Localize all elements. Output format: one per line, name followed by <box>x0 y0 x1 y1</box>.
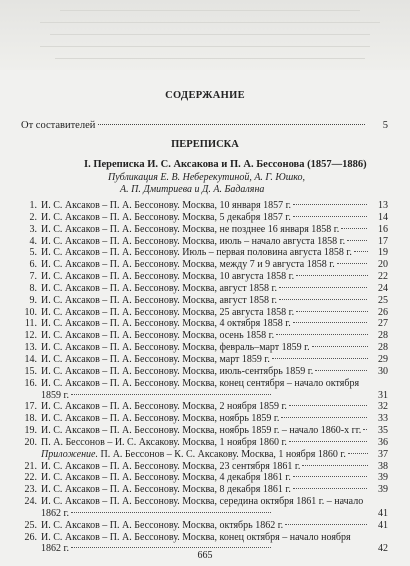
entry-title: И. С. Аксаков – П. А. Бессонову. Москва, 25 августа 1858 г. <box>41 306 295 318</box>
entry-page-number: 17 <box>378 235 388 247</box>
entry-number: 18. <box>24 413 37 425</box>
dot-leader <box>71 394 271 395</box>
toc-entry[interactable] <box>21 401 388 413</box>
entry-title-continuation: 1862 г. <box>41 543 69 555</box>
entry-number: 21. <box>24 460 37 472</box>
dot-leader <box>293 476 368 477</box>
entry-title: И. С. Аксаков – П. А. Бессонову. Москва, 5 декабря 1857 г. <box>41 211 291 223</box>
entry-text <box>41 318 368 330</box>
entry-title: И. С. Аксаков – П. А. Бессонову. Москва, август 1858 г. <box>41 282 278 294</box>
toc-entry[interactable] <box>21 484 388 496</box>
dot-leader <box>281 417 368 418</box>
dot-leader <box>354 251 368 252</box>
toc-entry[interactable] <box>21 520 388 532</box>
entry-title: И. С. Аксаков – П. А. Бессонову. Июль – первая половина августа 1858 г. <box>41 247 352 259</box>
chapter-title: I. Переписка И. С. Аксакова и П. А. Бессонова (1857—1886) <box>84 159 367 170</box>
entry-number: 5. <box>29 247 37 259</box>
entry-text <box>41 496 368 520</box>
dot-leader <box>293 322 368 323</box>
toc-entry[interactable] <box>21 437 388 449</box>
entry-title: И. С. Аксаков – П. А. Бессонову. Москва, 8 декабря 1861 г. <box>41 484 291 496</box>
entry-text <box>41 413 368 425</box>
entry-number: 20. <box>24 436 37 448</box>
entry-number <box>21 449 37 461</box>
entry-page-number: 33 <box>378 413 388 425</box>
entry-page-number: 27 <box>378 318 388 330</box>
entry-text <box>41 236 368 248</box>
entry-page-number: 28 <box>378 342 388 354</box>
toc-entry[interactable] <box>21 247 388 259</box>
entry-text <box>41 212 368 224</box>
entry-page-number: 38 <box>378 460 388 472</box>
toc-entry[interactable] <box>21 413 388 425</box>
entry-title: И. С. Аксаков – П. А. Бессонову. Москва, 2 ноября 1859 г. <box>41 401 287 413</box>
entry-text <box>41 401 368 413</box>
entry-title: И. С. Аксаков – П. А. Бессонову. Москва, 10 января 1857 г. <box>41 200 292 211</box>
toc-entry[interactable] <box>21 496 388 520</box>
dot-leader <box>348 453 368 454</box>
entry-text <box>41 520 368 532</box>
dot-leader <box>363 429 368 430</box>
entry-text <box>41 484 368 496</box>
entry-number: 11. <box>24 318 37 330</box>
entry-text <box>41 259 368 271</box>
toc-entry[interactable] <box>21 259 388 271</box>
entry-text <box>41 449 368 461</box>
entry-page-number: 13 <box>378 200 388 211</box>
dot-leader <box>312 346 368 347</box>
dot-leader <box>315 370 368 371</box>
entry-title: И. С. Аксаков – П. А. Бессонову. Москва, октябрь 1862 г. <box>41 519 284 531</box>
entry-number: 16. <box>24 377 37 389</box>
entry-number: 4. <box>29 235 37 247</box>
dot-leader <box>272 358 368 359</box>
dot-leader <box>98 124 365 125</box>
page-number: 665 <box>197 550 213 561</box>
entry-title: И. С. Аксаков – П. А. Бессонову. Москва, 4 октября 1858 г. <box>41 318 291 330</box>
toc-entry[interactable] <box>21 366 388 378</box>
entry-number: 17. <box>24 401 37 413</box>
entry-title-continuation: 1859 г. <box>41 389 69 401</box>
entry-number: 10. <box>24 306 37 318</box>
dot-leader <box>289 441 368 442</box>
entry-page-number: 22 <box>378 271 388 283</box>
entry-title: И. С. Аксаков – П. А. Бессонову. Москва, август 1858 г. <box>41 294 278 306</box>
entry-page-number: 14 <box>378 211 388 223</box>
entry-title: П. А. Бессонов – И. С. Аксакову. Москва, 1 ноября 1860 г. <box>41 436 287 448</box>
entry-page-number: 28 <box>378 330 388 342</box>
dot-leader <box>293 488 368 489</box>
entry-number: 9. <box>29 294 37 306</box>
entry-text <box>41 366 368 378</box>
entry-page-number: 30 <box>378 365 388 377</box>
entry-number: 13. <box>24 342 37 354</box>
toc-entry[interactable] <box>21 295 388 307</box>
entry-text <box>41 224 368 236</box>
entry-page-number: 41 <box>378 507 388 519</box>
entry-page-number: 20 <box>378 259 388 271</box>
entry-page-number: 36 <box>378 436 388 448</box>
entry-number: 15. <box>24 365 37 377</box>
dot-leader <box>341 228 368 229</box>
entry-page-number: 31 <box>378 389 388 401</box>
toc-entry[interactable] <box>21 330 388 342</box>
entry-title: И. С. Аксаков – П. А. Бессонову. Москва, ноябрь 1859 г. – начало 1860-х гг. <box>41 425 362 437</box>
toc-entry[interactable] <box>21 461 388 473</box>
entry-number: 22. <box>24 472 37 484</box>
dot-leader <box>279 287 368 288</box>
entry-number: 1. <box>29 200 37 211</box>
entry-page-number: 29 <box>378 353 388 365</box>
entry-text <box>41 283 368 295</box>
toc-entry[interactable] <box>21 212 388 224</box>
entry-page-number: 26 <box>378 306 388 318</box>
entry-number: 23. <box>24 484 37 496</box>
entry-text <box>41 354 368 366</box>
toc-entry[interactable] <box>21 378 388 402</box>
toc-intro-page: 5 <box>382 120 388 131</box>
entry-number: 6. <box>29 259 37 271</box>
entry-title: И. С. Аксаков – П. А. Бессонову. Москва, конец сентября – начало октября <box>41 377 360 389</box>
toc-entry[interactable] <box>21 236 388 248</box>
dot-leader <box>347 240 368 241</box>
entry-title: И. С. Аксаков – П. А. Бессонову. Москва, ноябрь 1859 г. <box>41 413 280 425</box>
toc-entry[interactable] <box>21 283 388 295</box>
entry-number: 25. <box>24 519 37 531</box>
entry-page-number: 24 <box>378 282 388 294</box>
entry-page-number: 25 <box>378 294 388 306</box>
dot-leader <box>302 465 368 466</box>
entry-title: И. С. Аксаков – П. А. Бессонову. Москва, 23 сентября 1861 г. <box>41 460 301 472</box>
entry-number: 26. <box>24 531 37 543</box>
section-title: ПЕРЕПИСКА <box>171 139 239 150</box>
entry-title: И. С. Аксаков – П. А. Бессонову. Москва, середина октября 1861 г. – начало <box>41 496 364 508</box>
page-heading: СОДЕРЖАНИЕ <box>165 90 245 101</box>
entry-page-number: 35 <box>378 425 388 437</box>
dot-leader <box>289 405 368 406</box>
dot-leader <box>293 204 368 205</box>
entry-text <box>41 200 368 212</box>
entry-title: И. С. Аксаков – П. А. Бессонову. Москва, между 7 и 9 августа 1858 г. <box>41 259 335 271</box>
entry-page-number: 39 <box>378 484 388 496</box>
entry-appendix-label: Приложение. <box>41 448 98 460</box>
entry-page-number: 19 <box>378 247 388 259</box>
dot-leader <box>296 311 368 312</box>
toc-entry[interactable] <box>21 271 388 283</box>
entry-text <box>41 425 368 437</box>
entry-page-number: 41 <box>378 519 388 531</box>
entry-text <box>41 271 368 283</box>
entry-number: 8. <box>29 282 37 294</box>
toc-intro-line[interactable] <box>21 120 388 133</box>
toc-entries <box>21 200 388 555</box>
entry-text <box>41 472 368 484</box>
entry-text <box>41 247 368 259</box>
dot-leader <box>296 275 368 276</box>
entry-title: И. С. Аксаков – П. А. Бессонову. Москва, 4 декабря 1861 г. <box>41 472 291 484</box>
entry-number: 12. <box>24 330 37 342</box>
entry-text <box>41 342 368 354</box>
dot-leader <box>293 216 368 217</box>
entry-title: И. С. Аксаков – П. А. Бессонову. Москва, 10 августа 1858 г. <box>41 271 295 283</box>
entry-number: 19. <box>24 425 37 437</box>
entry-title: И. С. Аксаков – П. А. Бессонову. Москва, осень 1858 г. <box>41 330 275 342</box>
dot-leader <box>276 334 368 335</box>
publication-credit-line-2: А. П. Дмитриева и Д. А. Бадаляна <box>120 184 265 195</box>
publication-credit-line-1: Публикация Е. В. Неберекутиной, А. Г. Юшко, <box>108 172 306 183</box>
entry-title: И. С. Аксаков – П. А. Бессонову. Москва, июль – начало августа 1858 г. <box>41 235 346 247</box>
entry-title: И. С. Аксаков – П. А. Бессонову. Москва, июль-сентябрь 1859 г. <box>41 365 314 377</box>
entry-page-number: 37 <box>378 448 388 460</box>
dot-leader <box>337 263 368 264</box>
entry-page-number: 39 <box>378 472 388 484</box>
entry-number: 24. <box>24 496 37 508</box>
dot-leader <box>71 547 271 548</box>
toc-entry[interactable] <box>21 224 388 236</box>
entry-text <box>41 461 368 473</box>
entry-title: И. С. Аксаков – П. А. Бессонову. Москва, не позднее 16 января 1858 г. <box>41 223 340 235</box>
entry-number: 14. <box>24 353 37 365</box>
entry-page-number: 16 <box>378 223 388 235</box>
entry-title: И. С. Аксаков – П. А. Бессонову. Москва, февраль–март 1859 г. <box>41 342 310 354</box>
dot-leader <box>279 299 368 300</box>
entry-number: 3. <box>29 223 37 235</box>
toc-intro-label: От составителей <box>21 120 96 131</box>
toc-entry[interactable] <box>21 307 388 319</box>
toc-entry[interactable] <box>21 318 388 330</box>
toc-entry[interactable] <box>21 425 388 437</box>
toc-entry[interactable] <box>21 342 388 354</box>
entry-number: 7. <box>29 271 37 283</box>
entry-title: И. С. Аксаков – П. А. Бессонову. Москва, март 1859 г. <box>41 353 270 365</box>
entry-page-number: 42 <box>378 543 388 555</box>
entry-text <box>41 307 368 319</box>
toc-entry[interactable] <box>21 472 388 484</box>
entry-text <box>41 378 368 402</box>
entry-page-number: 32 <box>378 401 388 413</box>
entry-text <box>41 437 368 449</box>
dot-leader <box>71 512 271 513</box>
entry-text <box>41 295 368 307</box>
entry-title-continuation: 1862 г. <box>41 507 69 519</box>
toc-entry[interactable] <box>21 354 388 366</box>
dot-leader <box>285 524 368 525</box>
toc-entry[interactable] <box>21 449 388 461</box>
entry-number: 2. <box>29 211 37 223</box>
entry-text <box>41 330 368 342</box>
entry-title: И. С. Аксаков – П. А. Бессонову. Москва, конец октября – начало ноября <box>41 531 351 543</box>
toc-entry[interactable] <box>21 200 388 212</box>
entry-title: П. А. Бессонов – К. С. Аксакову. Москва, 1 ноября 1860 г. <box>97 448 346 460</box>
